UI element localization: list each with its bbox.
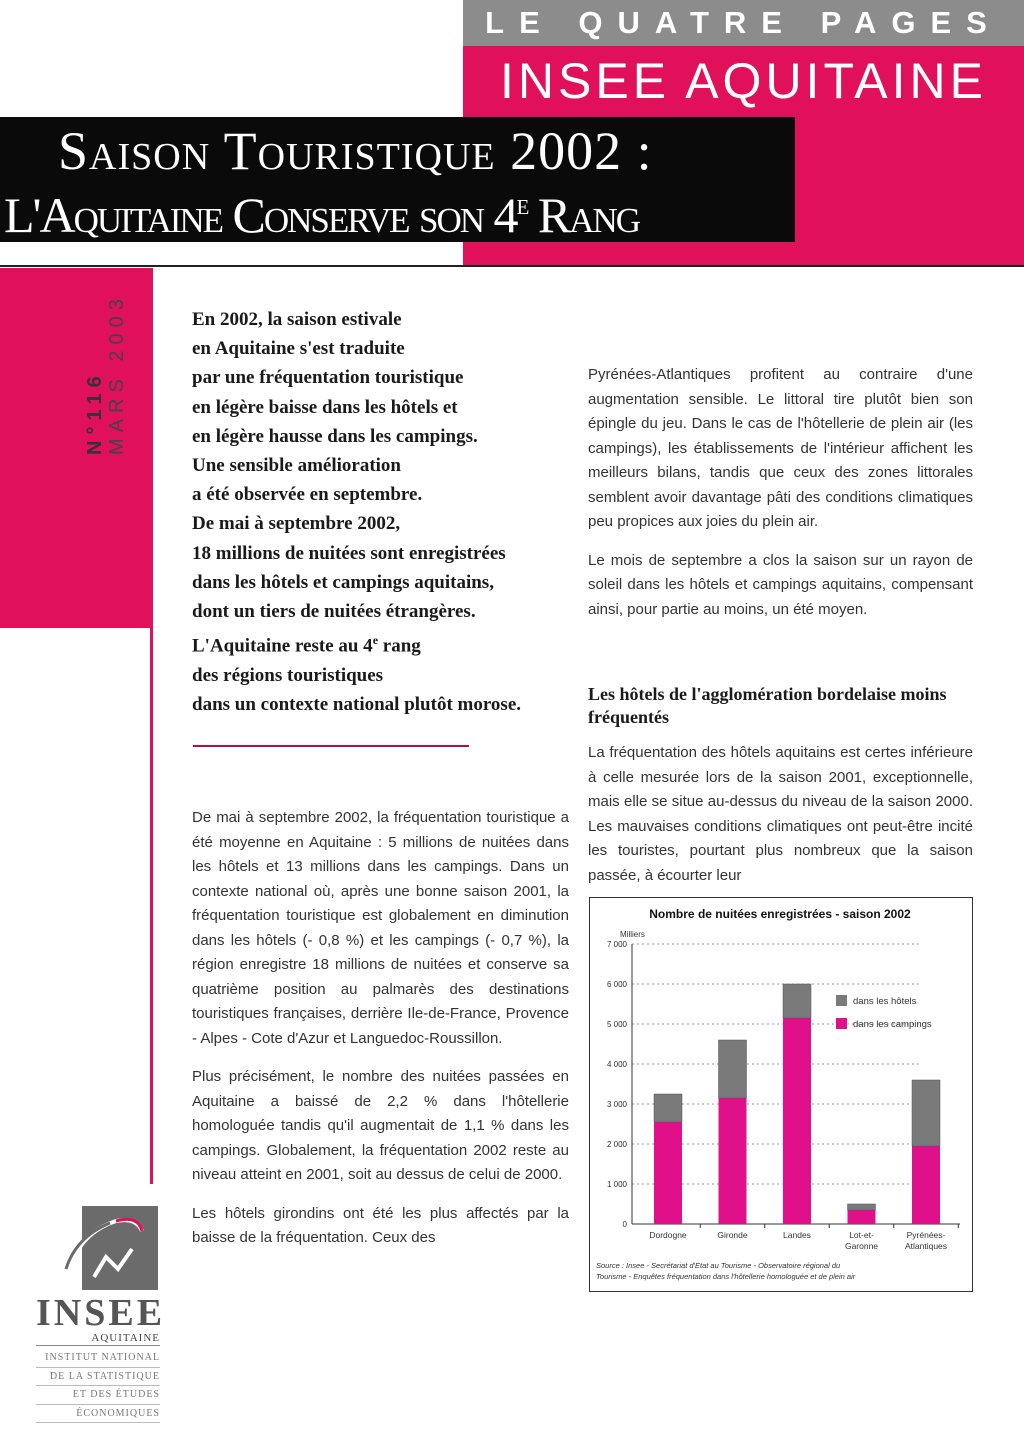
body-paragraph: La fréquentation des hôtels aquitains est certes inférieure à celle mesurée lors de la saison 2001, exceptionnelle, mais elle se situe au-dessus du niveau de la saison 2000. Les mauvaises conditions climatiques ont peut-être incité les touristes, pourtant plus nombreux que la saison passée, à écourter leur xyxy=(588,744,973,884)
bar-campings xyxy=(848,1210,876,1224)
bar-hotels xyxy=(912,1080,940,1146)
issue-date: MARS 2003 xyxy=(106,293,128,455)
x-tick-label: Dordogne xyxy=(649,1230,687,1240)
logo-line: INSTITUT NATIONAL xyxy=(36,1349,160,1368)
section-heading: Les hôtels de l'agglomération bordelaise moins fréquentés xyxy=(588,684,947,727)
header-rule xyxy=(0,265,1024,267)
lead-line: a été observée en septembre. xyxy=(192,484,423,506)
brand-title: INSEE AQUITAINE xyxy=(500,53,987,109)
lead-paragraph xyxy=(192,305,572,719)
issue-label xyxy=(74,270,154,460)
logo-line: ET DES ÉTUDES xyxy=(36,1386,160,1405)
bar-campings xyxy=(783,1018,811,1224)
body-column-left xyxy=(192,806,569,1265)
legend-label: dans les campings xyxy=(853,1019,932,1030)
y-tick-label: 0 xyxy=(622,1220,627,1229)
bar-hotels xyxy=(848,1204,876,1210)
series-title: LE QUATRE PAGES xyxy=(485,5,1002,40)
x-tick-label: Pyrénées- xyxy=(906,1230,946,1240)
y-tick-label: 3 000 xyxy=(606,1100,627,1109)
lead-line: dans les hôtels et campings aquitains, xyxy=(192,571,494,593)
body-paragraph: Plus précisément, le nombre des nuitées passées en Aquitaine a baissé de 2,2 % dans l'hôtellerie homologuée tandis qu'il augmentait de 1,1 % dans les campings. Globalement, la fréquentation 2002 reste au niveau atteint en 2001, soit au dessus de celui de 2000. xyxy=(192,1068,569,1183)
lead-line: De mai à septembre 2002, xyxy=(192,513,401,535)
lead-line: Une sensible amélioration xyxy=(192,455,401,477)
logo-line: ÉCONOMIQUES xyxy=(36,1405,160,1424)
lead-line: en Aquitaine s'est traduite xyxy=(192,338,405,360)
bar-hotels xyxy=(783,984,811,1018)
bar-hotels xyxy=(719,1040,747,1098)
y-tick-label: 4 000 xyxy=(606,1060,627,1069)
page-title-line-1: Saison Touristique 2002 : xyxy=(58,121,653,181)
lead-line: dans un contexte national plutôt morose. xyxy=(192,693,522,715)
logo-line: DE LA STATISTIQUE xyxy=(36,1368,160,1387)
logo-region: AQUITAINE xyxy=(36,1331,160,1346)
y-tick-label: 1 000 xyxy=(606,1180,627,1189)
x-tick-label: Garonne xyxy=(844,1241,879,1251)
lead-line: en légère baisse dans les hôtels et xyxy=(192,396,458,418)
side-rule xyxy=(150,628,153,1184)
body-paragraph: Les hôtels girondins ont été les plus affectés par la baisse de la fréquentation. Ceux des xyxy=(192,1204,569,1246)
lead-line: L'Aquitaine reste au 4e rang xyxy=(192,633,421,657)
x-tick-label: Atlantiques xyxy=(904,1241,948,1251)
lead-line: des régions touristiques xyxy=(192,664,384,686)
chart-ylabel: Milliers xyxy=(620,930,645,939)
bar-campings xyxy=(654,1122,682,1224)
bar-campings xyxy=(719,1098,747,1224)
chart-source: Source : Insee - Secrétariat d'Etat au Tourisme - Observatoire régional du xyxy=(596,1261,841,1270)
x-tick-label: Gironde xyxy=(717,1230,748,1240)
chart-title: Nombre de nuitées enregistrées - saison 2002 xyxy=(649,907,911,921)
page-title-line-2: L'Aquitaine Conserve son 4e Rang xyxy=(4,187,640,243)
legend-swatch xyxy=(836,1018,847,1029)
legend-label: dans les hôtels xyxy=(853,996,917,1007)
lead-divider xyxy=(193,745,469,747)
lead-line: En 2002, la saison estivale xyxy=(192,309,402,330)
lead-line: 18 millions de nuitées sont enregistrées xyxy=(192,542,506,564)
y-tick-label: 6 000 xyxy=(606,980,627,989)
body-paragraph: Le mois de septembre a clos la saison sur un rayon de soleil dans les hôtels et campings aquitains, compensant ainsi, pour partie au moins, un été moyen. xyxy=(588,551,973,618)
y-tick-label: 2 000 xyxy=(606,1140,627,1149)
body-column-right xyxy=(588,363,973,636)
bar-campings xyxy=(912,1146,940,1224)
body-column-right-continued xyxy=(588,741,973,902)
body-paragraph: Pyrénées-Atlantiques profitent au contraire d'une augmentation sensible. Le littoral tire plutôt bien son épingle du jeu. Dans le cas de l'hôtellerie de plein air (les campings), les établissements de l'intérieur affichent les meilleurs bilans, tandis que ceux des zones littorales semblent avoir davantage pâti des conditions climatiques peu propices aux joies du plein air. xyxy=(588,366,973,530)
y-tick-label: 5 000 xyxy=(606,1020,627,1029)
lead-line: dont un tiers de nuitées étrangères. xyxy=(192,601,476,623)
lead-line: en légère hausse dans les campings. xyxy=(192,425,478,447)
chart-source: Tourisme - Enquêtes fréquentation dans l'hôtellerie homologuée et de plein air xyxy=(596,1272,856,1281)
logo-subtitle xyxy=(36,1349,160,1423)
insee-logo xyxy=(36,1203,166,1423)
x-tick-label: Lot-et- xyxy=(849,1230,874,1240)
issue-number: N°116 xyxy=(84,370,106,455)
logo-name: INSEE xyxy=(36,1292,166,1334)
body-paragraph: De mai à septembre 2002, la fréquentation touristique a été moyenne en Aquitaine : 5 millions de nuitées dans les hôtels et 13 millions dans les campings. Dans un contexte national où, après une bonne saison 2001, la fréquentation touristique est globalement en diminution dans les hôtels (- 0,8 %) et les campings (- 0,7 %), la région enregistre 18 millions de nuitées et conserve sa quatrième position au palmarès des destinations touristiques françaises, derrière Ile-de-France, Provence - Alpes - Cote d'Azur et Languedoc-Roussillon. xyxy=(192,809,569,1047)
legend-swatch xyxy=(836,995,847,1006)
bar-hotels xyxy=(654,1094,682,1122)
nuitees-chart xyxy=(590,898,970,1289)
ordinal-suffix: e xyxy=(516,188,528,221)
x-tick-label: Landes xyxy=(783,1230,811,1240)
lead-line: par une fréquentation touristique xyxy=(192,367,464,389)
y-tick-label: 7 000 xyxy=(606,940,627,949)
